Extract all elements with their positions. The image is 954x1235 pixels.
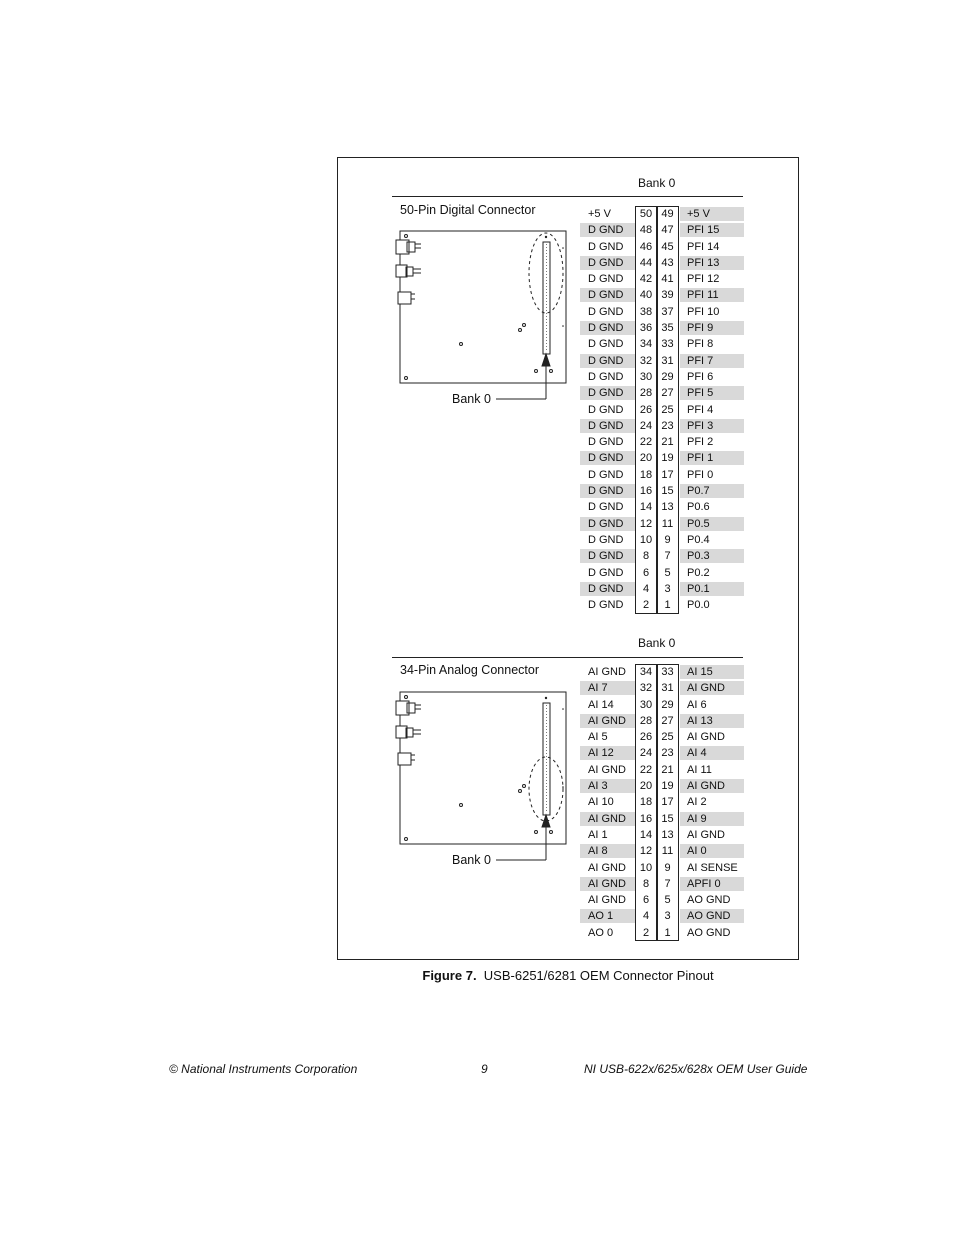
pin-signal-left: D GND xyxy=(588,436,624,449)
pin-signal-right: PFI 12 xyxy=(687,273,720,286)
pin-number-left: 42 xyxy=(639,273,653,286)
pin-signal-right: P0.5 xyxy=(680,517,744,531)
pin-column-box-right xyxy=(657,206,679,614)
pin-signal-left: AI GND xyxy=(580,714,635,728)
pin-signal-left: AI 12 xyxy=(580,746,635,760)
figure-caption xyxy=(337,968,799,983)
pin-signal-right: PFI 7 xyxy=(680,354,744,368)
pin-number-right: 15 xyxy=(661,485,674,498)
pin-number-left: 40 xyxy=(639,289,653,302)
pin-number-left: 32 xyxy=(639,354,653,367)
pin-signal-left: +5 V xyxy=(588,208,611,220)
pin-signal-left: D GND xyxy=(588,370,624,383)
pin-signal-right: AI 4 xyxy=(680,746,744,760)
pin-signal-left: AO 0 xyxy=(588,926,614,939)
pin-number-left: 32 xyxy=(639,682,653,695)
pin-number-right: 35 xyxy=(661,322,674,335)
pin-signal-right: PFI 15 xyxy=(680,223,744,237)
pin-number-left: 14 xyxy=(639,828,653,841)
pin-signal-right: AI 6 xyxy=(687,698,707,711)
pin-number-left: 26 xyxy=(639,403,653,416)
pin-number-right: 37 xyxy=(661,305,674,318)
pin-signal-right: AI GND xyxy=(680,681,744,695)
pin-signal-left: D GND xyxy=(588,305,624,318)
pin-number-left: 10 xyxy=(639,533,653,546)
pin-number-right: 33 xyxy=(661,666,674,678)
pin-number-right: 17 xyxy=(661,796,674,809)
pin-signal-right: PFI 1 xyxy=(680,451,744,465)
analog-bank-label: Bank 0 xyxy=(638,636,676,650)
pin-number-right: 19 xyxy=(661,780,674,793)
pin-number-right: 29 xyxy=(661,698,674,711)
pin-signal-left: AO 1 xyxy=(580,909,635,923)
pin-signal-right: AI GND xyxy=(687,731,725,744)
pin-number-left: 20 xyxy=(639,780,653,793)
pin-signal-left: AI GND xyxy=(588,861,626,874)
pin-number-left: 6 xyxy=(642,894,650,907)
pin-number-right: 39 xyxy=(661,289,674,302)
pin-number-right: 25 xyxy=(661,403,674,416)
pin-signal-left: D GND xyxy=(588,240,624,253)
pin-signal-right: PFI 6 xyxy=(687,370,714,383)
pin-number-right: 19 xyxy=(661,452,674,465)
analog-board-diagram xyxy=(393,689,573,874)
pin-signal-right: P0.0 xyxy=(687,599,710,612)
pin-number-right: 9 xyxy=(664,861,671,874)
pin-signal-left: AI GND xyxy=(580,812,635,826)
analog-divider xyxy=(392,657,743,658)
pin-signal-left: D GND xyxy=(588,501,624,514)
pin-signal-left: D GND xyxy=(580,582,635,596)
pin-signal-left: AI GND xyxy=(588,666,626,678)
pin-signal-left: D GND xyxy=(588,338,624,351)
pin-number-right: 7 xyxy=(664,550,671,563)
pin-number-right: 41 xyxy=(661,273,674,286)
pin-number-left: 24 xyxy=(639,747,653,760)
pin-signal-left: D GND xyxy=(580,451,635,465)
pin-signal-right: PFI 10 xyxy=(687,305,720,318)
pin-number-left: 22 xyxy=(639,436,653,449)
pin-signal-left: AI 7 xyxy=(580,681,635,695)
pin-number-right: 1 xyxy=(664,599,671,612)
pin-signal-left: D GND xyxy=(580,484,635,498)
pin-number-right: 1 xyxy=(664,926,671,939)
pin-number-right: 11 xyxy=(661,845,674,858)
pin-signal-left: AI 1 xyxy=(588,828,608,841)
pin-signal-left: D GND xyxy=(588,599,624,612)
pin-number-left: 30 xyxy=(639,698,653,711)
pin-signal-right: AI SENSE xyxy=(687,861,738,874)
digital-pin-table xyxy=(580,206,745,613)
analog-connector-title: 34-Pin Analog Connector xyxy=(400,663,539,677)
pin-signal-left: D GND xyxy=(588,468,624,481)
pin-number-left: 36 xyxy=(639,322,653,335)
pin-number-left: 18 xyxy=(639,796,653,809)
pin-signal-right: AO GND xyxy=(680,909,744,923)
pin-signal-right: APFI 0 xyxy=(680,877,744,891)
pin-number-right: 27 xyxy=(661,387,674,400)
pin-signal-right: AI 11 xyxy=(687,763,712,776)
pin-signal-right: PFI 14 xyxy=(687,240,720,253)
pin-number-left: 4 xyxy=(642,582,650,595)
pin-number-right: 43 xyxy=(661,256,674,269)
pin-number-right: 5 xyxy=(664,894,671,907)
pin-signal-left: D GND xyxy=(588,533,624,546)
figure-title: USB-6251/6281 OEM Connector Pinout xyxy=(483,968,714,983)
digital-board-diagram xyxy=(393,228,573,413)
pin-number-left: 48 xyxy=(639,224,653,237)
pin-number-left: 44 xyxy=(639,256,653,269)
pin-number-right: 45 xyxy=(661,240,674,253)
pin-number-right: 15 xyxy=(661,812,674,825)
pin-signal-right: AI 13 xyxy=(680,714,744,728)
pin-number-right: 27 xyxy=(661,714,674,727)
pin-signal-left: D GND xyxy=(580,288,635,302)
pin-signal-right: P0.6 xyxy=(687,501,710,514)
pin-signal-right: AO GND xyxy=(687,894,731,907)
pin-signal-right: PFI 2 xyxy=(687,436,714,449)
pin-signal-left: AI GND xyxy=(588,894,626,907)
pin-number-left: 28 xyxy=(639,387,653,400)
pin-signal-left: D GND xyxy=(580,256,635,270)
pin-signal-left: AI GND xyxy=(580,877,635,891)
pin-number-right: 13 xyxy=(661,828,674,841)
pin-signal-left: AI 14 xyxy=(588,698,614,711)
pin-signal-right: AO GND xyxy=(687,926,731,939)
pin-number-right: 25 xyxy=(661,731,674,744)
pin-number-left: 2 xyxy=(642,926,650,939)
pin-number-left: 2 xyxy=(642,599,650,612)
pin-number-right: 7 xyxy=(664,877,671,890)
pin-number-right: 23 xyxy=(661,419,674,432)
pin-number-left: 4 xyxy=(642,910,650,923)
pin-number-right: 13 xyxy=(661,501,674,514)
pin-signal-right: PFI 13 xyxy=(680,256,744,270)
pin-number-right: 3 xyxy=(664,582,671,595)
pin-number-left: 30 xyxy=(639,370,653,383)
digital-connector-title: 50-Pin Digital Connector xyxy=(400,203,536,217)
pin-number-right: 47 xyxy=(661,224,674,237)
pin-signal-right: PFI 9 xyxy=(680,321,744,335)
pin-number-left: 20 xyxy=(639,452,653,465)
pin-number-right: 21 xyxy=(661,436,674,449)
pin-signal-right: PFI 3 xyxy=(680,419,744,433)
pin-signal-left: AI 5 xyxy=(588,731,608,744)
pin-number-left: 34 xyxy=(639,666,653,678)
pin-signal-right: P0.1 xyxy=(680,582,744,596)
pin-number-right: 3 xyxy=(664,910,671,923)
pin-signal-left: D GND xyxy=(580,517,635,531)
pin-signal-left: D GND xyxy=(580,354,635,368)
pin-number-left: 34 xyxy=(639,338,653,351)
pin-signal-right: P0.7 xyxy=(680,484,744,498)
pin-number-left: 14 xyxy=(639,501,653,514)
pin-signal-left: D GND xyxy=(580,419,635,433)
figure-number: Figure 7. xyxy=(422,968,477,983)
pin-column-box-left xyxy=(635,664,657,941)
pin-signal-right: P0.3 xyxy=(680,549,744,563)
pin-signal-left: D GND xyxy=(580,549,635,563)
pin-number-left: 28 xyxy=(639,714,653,727)
pin-number-right: 29 xyxy=(661,370,674,383)
pin-number-right: 31 xyxy=(661,682,674,695)
pin-signal-left: D GND xyxy=(580,223,635,237)
pin-column-box-right xyxy=(657,664,679,941)
digital-bank-callout: Bank 0 xyxy=(452,392,491,406)
pin-number-right: 31 xyxy=(661,354,674,367)
pin-signal-right: PFI 4 xyxy=(687,403,714,416)
pin-signal-right: AI GND xyxy=(687,828,725,841)
pin-number-left: 10 xyxy=(639,861,653,874)
pin-number-left: 38 xyxy=(639,305,653,318)
pin-signal-left: D GND xyxy=(588,566,624,579)
pin-signal-left: AI 3 xyxy=(580,779,635,793)
pin-signal-right: PFI 11 xyxy=(680,288,744,302)
pin-number-left: 46 xyxy=(639,240,653,253)
pin-number-left: 22 xyxy=(639,763,653,776)
pin-signal-right: PFI 8 xyxy=(687,338,714,351)
pin-signal-right: AI 0 xyxy=(680,844,744,858)
pin-signal-right: PFI 5 xyxy=(680,386,744,400)
pin-number-left: 12 xyxy=(639,845,653,858)
pin-signal-left: AI 10 xyxy=(588,796,614,809)
pin-signal-right: AI 15 xyxy=(680,665,744,679)
analog-bank-callout: Bank 0 xyxy=(452,853,491,867)
pin-number-right: 17 xyxy=(661,468,674,481)
digital-bank-label: Bank 0 xyxy=(638,176,676,190)
pin-number-left: 8 xyxy=(642,877,650,890)
digital-divider xyxy=(392,196,743,197)
footer-guide-title: NI USB-622x/625x/628x OEM User Guide xyxy=(584,1062,808,1076)
pin-number-left: 6 xyxy=(642,566,650,579)
pin-number-left: 50 xyxy=(639,208,653,220)
pin-number-left: 26 xyxy=(639,731,653,744)
pin-number-right: 11 xyxy=(661,517,674,530)
pin-number-right: 21 xyxy=(661,763,674,776)
pin-signal-right: +5 V xyxy=(680,207,744,221)
footer-copyright: © National Instruments Corporation xyxy=(169,1062,358,1076)
pin-number-right: 33 xyxy=(661,338,674,351)
pin-signal-left: AI 8 xyxy=(580,844,635,858)
pin-number-right: 5 xyxy=(664,566,671,579)
analog-pin-table xyxy=(580,664,745,941)
pin-number-left: 16 xyxy=(639,812,653,825)
pin-signal-left: AI GND xyxy=(588,763,626,776)
pin-signal-right: PFI 0 xyxy=(687,468,714,481)
pin-number-left: 12 xyxy=(639,517,653,530)
pin-signal-left: D GND xyxy=(588,273,624,286)
pin-signal-right: AI 2 xyxy=(687,796,707,809)
pin-signal-left: D GND xyxy=(588,403,624,416)
pin-column-box-left xyxy=(635,206,657,614)
footer-page-number: 9 xyxy=(481,1062,488,1076)
pin-number-left: 8 xyxy=(642,550,650,563)
pin-number-left: 24 xyxy=(639,419,653,432)
pin-signal-left: D GND xyxy=(580,321,635,335)
pin-signal-right: AI 9 xyxy=(680,812,744,826)
pin-signal-right: P0.4 xyxy=(687,533,710,546)
pin-number-right: 23 xyxy=(661,747,674,760)
pin-signal-left: D GND xyxy=(580,386,635,400)
pin-number-right: 9 xyxy=(664,533,671,546)
pin-number-left: 18 xyxy=(639,468,653,481)
pin-number-right: 49 xyxy=(661,208,674,220)
pin-signal-right: AI GND xyxy=(680,779,744,793)
pin-number-left: 16 xyxy=(639,485,653,498)
pin-signal-right: P0.2 xyxy=(687,566,710,579)
